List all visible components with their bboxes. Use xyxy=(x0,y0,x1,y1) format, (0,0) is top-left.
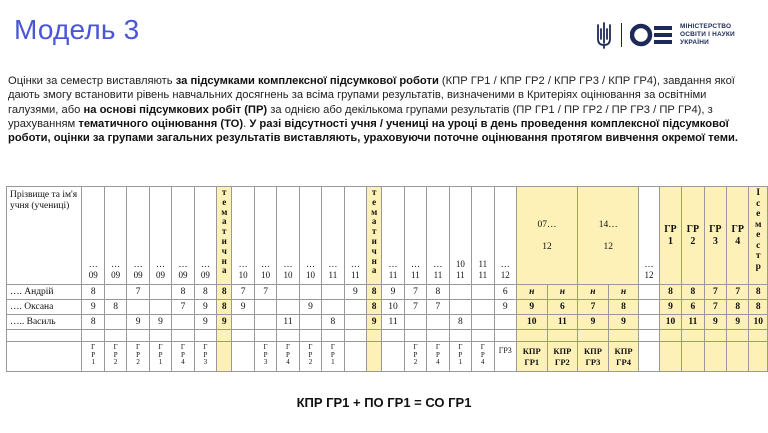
kpr-group-label: КПР ГР1 xyxy=(516,342,547,372)
trident-icon xyxy=(594,21,614,49)
name-column-header: Прізвище та ім'я учня (учениці) xyxy=(7,187,82,285)
grade-cell xyxy=(639,300,659,315)
kpr-grade: 9 xyxy=(608,315,639,330)
date-header: … 10 xyxy=(277,187,299,285)
grade-cell xyxy=(277,300,299,315)
kpr-date-header: 14… 12 xyxy=(578,187,639,285)
group-footer-row xyxy=(7,342,768,372)
grade-cell: 8 xyxy=(82,315,104,330)
group-label: Г Р 2 xyxy=(104,342,126,372)
kpr-date-header: 07… 12 xyxy=(516,187,577,285)
kpr-grade: 8 xyxy=(608,300,639,315)
grade-cell: 8 xyxy=(427,285,449,300)
grade-cell: 7 xyxy=(172,300,194,315)
kpr-grade: н xyxy=(578,285,609,300)
kpr-grade: 11 xyxy=(547,315,578,330)
group-label: Г Р 3 xyxy=(254,342,276,372)
gr-grade: 9 xyxy=(659,300,681,315)
gr-grade: 10 xyxy=(659,315,681,330)
grade-cell: 9 xyxy=(494,300,516,315)
grade-cell: 9 xyxy=(127,315,149,330)
date-header: … 10 xyxy=(232,187,254,285)
grade-cell xyxy=(277,285,299,300)
grade-cell: 9 xyxy=(382,285,404,300)
grade-cell: 7 xyxy=(404,300,426,315)
grade-cell: 11 xyxy=(277,315,299,330)
student-row xyxy=(7,315,768,330)
grade-cell: 8 xyxy=(82,285,104,300)
gr-grade: 7 xyxy=(704,300,726,315)
slide-title: Модель 3 xyxy=(14,14,140,45)
date-header: … 09 xyxy=(194,187,216,285)
gr4-header: ГР 4 xyxy=(727,187,749,285)
gr-grade: 9 xyxy=(704,315,726,330)
grade-cell xyxy=(404,315,426,330)
grade-cell: 9 xyxy=(232,300,254,315)
thematic-grade: 8 xyxy=(217,300,232,315)
kpr-grade: 9 xyxy=(578,315,609,330)
grade-cell: 9 xyxy=(194,315,216,330)
grade-cell xyxy=(149,300,171,315)
gr-grade: 8 xyxy=(727,300,749,315)
spacer-row xyxy=(7,330,768,342)
grade-cell xyxy=(472,315,494,330)
gr-grade: 7 xyxy=(704,285,726,300)
grade-cell: 9 xyxy=(194,300,216,315)
grade-cell xyxy=(254,315,276,330)
gr2-header: ГР 2 xyxy=(682,187,704,285)
date-header: … 11 xyxy=(344,187,366,285)
gr-grade: 8 xyxy=(659,285,681,300)
group-label: Г Р 4 xyxy=(172,342,194,372)
kpr-group-label: КПР ГР4 xyxy=(608,342,639,372)
date-header: … 09 xyxy=(104,187,126,285)
grade-cell: 8 xyxy=(449,315,471,330)
grade-cell xyxy=(232,315,254,330)
group-label: Г Р 2 xyxy=(299,342,321,372)
date-header: … 09 xyxy=(82,187,104,285)
group-label: Г Р 1 xyxy=(149,342,171,372)
formula-caption: КПР ГР1 + ПО ГР1 = СО ГР1 xyxy=(296,395,472,410)
grade-cell: 7 xyxy=(232,285,254,300)
grade-cell: 9 xyxy=(82,300,104,315)
group-label: Г Р 4 xyxy=(277,342,299,372)
group-label: Г Р 2 xyxy=(127,342,149,372)
description-paragraph: Оцінки за семестр виставляють за підсумками комплексної підсумкової роботи (КПР ГР1 / КПР ГР2 / КПР ГР3 / КПР ГР4), завдання якої дають змогу встановити рівень навчальних досягнень за всіма групами результатів, визначеними в Критеріях оцінювання за освітніми галузями, або на основі підсумкових робіт (ПР) за однією або декількома групами результатів (ПР ГР1 / ПР ГР2 / ПР ГР3 / ПР ГР4), з урахуванням тематичного оцінювання (ТО). У разі відсутності учня / учениці на уроці в день проведення комплексної підсумкової роботи, оцінки за групами загальних результатів виставляють, ураховуючи поточне оцінювання протягом вивчення окремої теми. xyxy=(8,75,738,145)
grade-cell xyxy=(344,300,366,315)
grade-cell xyxy=(322,300,344,315)
date-header: … 10 xyxy=(299,187,321,285)
kpr-grade: 9 xyxy=(516,300,547,315)
grade-cell: 10 xyxy=(382,300,404,315)
date-header: … 09 xyxy=(127,187,149,285)
grade-cell: 8 xyxy=(172,285,194,300)
date-header: … 11 xyxy=(322,187,344,285)
ministry-name: МІНІСТЕРСТВО ОСВІТИ І НАУКИ УКРАЇНИ xyxy=(680,23,735,46)
grade-cell xyxy=(344,315,366,330)
thematic-grade: 9 xyxy=(367,315,382,330)
grade-cell: 7 xyxy=(404,285,426,300)
kpr-grade: н xyxy=(608,285,639,300)
thematic-header: т е м а т и ч н а xyxy=(217,187,232,285)
kpr-grade: 6 xyxy=(547,300,578,315)
date-header: 11 11 xyxy=(472,187,494,285)
semester-header: І с е м е с т р xyxy=(749,187,768,285)
grade-cell xyxy=(472,285,494,300)
grade-cell xyxy=(104,285,126,300)
thematic-grade: 9 xyxy=(217,315,232,330)
grade-cell xyxy=(427,315,449,330)
thematic-header: т е м а т и ч н а xyxy=(367,187,382,285)
kpr-grade: н xyxy=(547,285,578,300)
grade-cell xyxy=(127,300,149,315)
grade-cell: 9 xyxy=(344,285,366,300)
group-label: Г Р 4 xyxy=(472,342,494,372)
grade-cell xyxy=(639,285,659,300)
group-label: Г Р 1 xyxy=(449,342,471,372)
thematic-grade: 8 xyxy=(367,300,382,315)
ministry-logo xyxy=(594,20,735,50)
group-label: Г Р 3 xyxy=(194,342,216,372)
grade-cell: 9 xyxy=(149,315,171,330)
date-header: … 12 xyxy=(639,187,659,285)
grade-cell xyxy=(149,285,171,300)
group-label: Г Р 4 xyxy=(427,342,449,372)
grade-cell: 9 xyxy=(299,300,321,315)
grade-cell xyxy=(449,300,471,315)
thematic-grade: 8 xyxy=(367,285,382,300)
grade-cell xyxy=(299,315,321,330)
gr-grade: 7 xyxy=(727,285,749,300)
grade-cell: 7 xyxy=(427,300,449,315)
student-name: …. Андрій xyxy=(7,285,82,300)
group-label: Г Р 1 xyxy=(82,342,104,372)
gr1-header: ГР 1 xyxy=(659,187,681,285)
grade-cell xyxy=(472,300,494,315)
gr-grade: 11 xyxy=(682,315,704,330)
grade-cell: 11 xyxy=(382,315,404,330)
grade-cell xyxy=(639,315,659,330)
date-header: … 11 xyxy=(427,187,449,285)
grade-cell: 8 xyxy=(104,300,126,315)
semester-grade: 8 xyxy=(749,285,768,300)
date-header: … 09 xyxy=(149,187,171,285)
thematic-grade: 8 xyxy=(217,285,232,300)
grade-cell xyxy=(449,285,471,300)
logo-separator xyxy=(621,23,622,47)
group-label: Г Р 2 xyxy=(404,342,426,372)
grade-cell: 8 xyxy=(194,285,216,300)
grade-cell xyxy=(322,285,344,300)
date-header: … 10 xyxy=(254,187,276,285)
student-name: …. Оксана xyxy=(7,300,82,315)
kpr-group-label: КПР ГР3 xyxy=(578,342,609,372)
semester-grade: 10 xyxy=(749,315,768,330)
kpr-grade: 7 xyxy=(578,300,609,315)
kpr-grade: н xyxy=(516,285,547,300)
kpr-group-label: КПР ГР2 xyxy=(547,342,578,372)
grade-cell: 7 xyxy=(254,285,276,300)
semester-grade: 8 xyxy=(749,300,768,315)
gr-grade: 6 xyxy=(682,300,704,315)
gr-grade: 8 xyxy=(682,285,704,300)
date-header: … 09 xyxy=(172,187,194,285)
table-header-row xyxy=(7,187,768,285)
group-label-gr3: ГР3 xyxy=(494,342,516,372)
grade-cell: 7 xyxy=(127,285,149,300)
mon-logo-icon xyxy=(630,22,674,48)
grade-cell: 6 xyxy=(494,285,516,300)
grade-journal-table xyxy=(6,186,768,372)
grade-cell xyxy=(494,315,516,330)
gr3-header: ГР 3 xyxy=(704,187,726,285)
grade-cell xyxy=(172,315,194,330)
date-header: … 12 xyxy=(494,187,516,285)
grade-cell: 8 xyxy=(322,315,344,330)
grade-cell xyxy=(104,315,126,330)
gr-grade: 9 xyxy=(727,315,749,330)
student-row xyxy=(7,285,768,300)
grade-cell xyxy=(299,285,321,300)
student-name: ….. Василь xyxy=(7,315,82,330)
date-header: … 11 xyxy=(404,187,426,285)
group-label: Г Р 1 xyxy=(322,342,344,372)
date-header: … 11 xyxy=(382,187,404,285)
date-header: 10 11 xyxy=(449,187,471,285)
student-row xyxy=(7,300,768,315)
grade-cell xyxy=(254,300,276,315)
kpr-grade: 10 xyxy=(516,315,547,330)
